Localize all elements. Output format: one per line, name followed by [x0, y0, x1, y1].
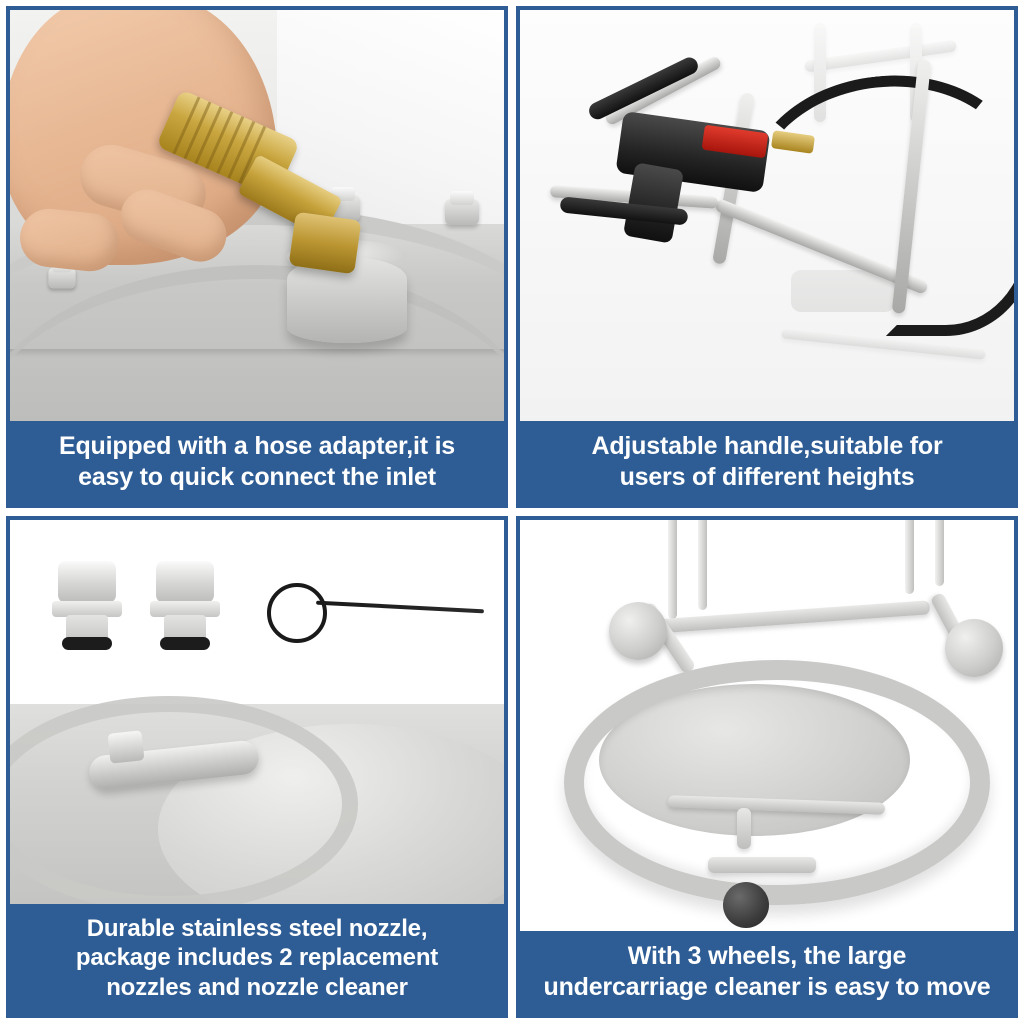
caster-mount [708, 857, 817, 873]
panel-hose-adapter-photo [10, 10, 504, 421]
panel-hose-adapter-caption [10, 421, 504, 504]
bolt-icon [445, 199, 479, 225]
panel-nozzles-photo [10, 520, 504, 904]
panel-wheels-photo [520, 520, 1014, 931]
panel-wheels [516, 516, 1018, 1018]
bolt-icon [48, 267, 75, 288]
panel-wheels-caption [520, 931, 1014, 1014]
caption-line-2: users of different heights [619, 462, 915, 491]
panel-adjustable-handle [516, 6, 1018, 508]
caster-wheel [723, 882, 769, 928]
replacement-nozzle-2 [148, 561, 222, 657]
nozzles-photo-top [10, 520, 504, 704]
caption-line-1: Durable stainless steel nozzle, [86, 915, 428, 943]
brass-inlet-fitting [288, 211, 361, 274]
panel-hose-adapter [6, 6, 508, 508]
panel-nozzles [6, 516, 508, 1018]
handle-rod-left [668, 520, 677, 619]
replacement-nozzle-1 [50, 561, 124, 657]
caption-line-3: nozzles and nozzle cleaner [106, 973, 408, 1001]
wheel-right [945, 619, 1003, 677]
caption-line-2: easy to quick connect the inlet [78, 462, 436, 491]
panel-adjustable-handle-photo [520, 10, 1014, 421]
caption-line-1: Adjustable handle,suitable for [591, 432, 943, 460]
nozzles-photo-bottom [10, 704, 504, 904]
caption-line-1: Equipped with a hose adapter,it is [58, 432, 456, 460]
handle-rod-right-2 [935, 520, 944, 586]
caption-line-1: With 3 wheels, the large [627, 942, 907, 970]
handle-rod-left-2 [698, 520, 707, 610]
nozzle-cleaner-ring [267, 583, 327, 643]
screw-icon [107, 731, 144, 764]
wheel-left [609, 602, 667, 660]
handle-rod-right [905, 520, 914, 594]
panel-nozzles-caption [10, 904, 504, 1014]
caption-line-2: package includes 2 replacement [75, 944, 439, 972]
caption-line-2: undercarriage cleaner is easy to move [543, 972, 991, 1001]
nozzle-cleaner-wire [316, 600, 484, 613]
center-post [737, 808, 751, 849]
panel-adjustable-handle-caption [520, 421, 1014, 504]
